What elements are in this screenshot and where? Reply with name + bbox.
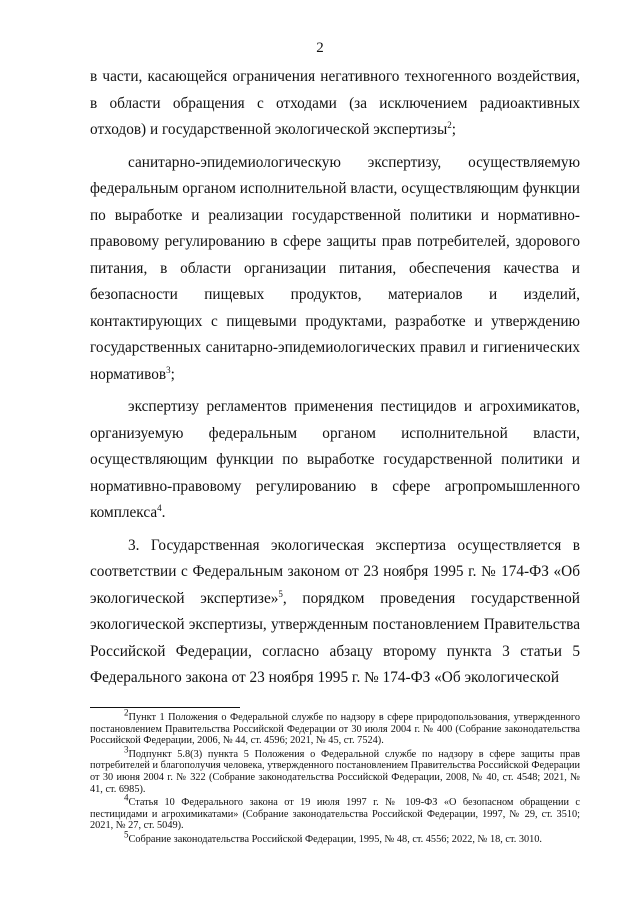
footnote-5: $^5$Собрание законодательства Российской Федерации, 1995, № 48, ст. 4556; 2022, № 18, ст. 3010. bbox=[124, 829, 543, 845]
paragraph-2: санитарно-эпидемиологическую экспертизу, осуществляемую федеральным органом исполнительной власти, осуществляющим функции по выработке и реализации государственной политики и нормативно-правовому регулированию в сфере защиты прав потребителей, здорового питания, в области организации питания, обеспечения качества и безопасности пищевых продуктов, материалов и изделий, контактирующих с пищевыми продуктами, разработке и утверждению государственных санитарно-эпидемиологических правил и гигиенических нормативов$^3$; bbox=[90, 153, 580, 383]
footnote-mark: 2 bbox=[124, 707, 129, 718]
footnote-mark: 5 bbox=[124, 829, 129, 840]
footnote-ref-2[interactable]: 2 bbox=[447, 119, 452, 130]
footnote-4: $^4$Статья 10 Федерального закона от 19 июля 1997 г. № 109-ФЗ «О безопасном обращении с пестицидами и агрохимикатами» (Собрание законодательства Российской Федерации, 1997, № 29, ст. 3510; 2021, № 27, ст. 5049). bbox=[90, 792, 580, 832]
paragraph-4: 3. Государственная экологическая экспертиза осуществляется в соответствии с Федеральным законом от 23 ноября 1995 г. № 174-ФЗ «Об экологической экспертизе»$^5$, порядком проведения государственной экологической экспертизы, утвержденным постановлением Правительства Российской Федерации, согласно абзацу второму пункта 3 статьи 5 Федерального закона от 23 ноября 1995 г. № 174-ФЗ «Об экологической bbox=[90, 536, 580, 686]
paragraph-1: в части, касающейся ограничения негативного техногенного воздействия, в области обращения с отходами (за исключением радиоактивных отходов) и государственной экологической экспертизы$^2$; bbox=[90, 68, 580, 138]
footnote-ref-3[interactable]: 3 bbox=[166, 364, 171, 375]
page-number: 2 bbox=[316, 40, 324, 56]
body-text bbox=[90, 64, 580, 698]
footnote-ref-5[interactable]: 5 bbox=[278, 588, 283, 599]
footnote-mark: 3 bbox=[124, 744, 129, 755]
footnotes bbox=[90, 707, 580, 848]
paragraph-3: экспертизу регламентов применения пестицидов и агрохимикатов, организуемую федеральным органом исполнительной власти, осуществляющим функции по выработке государственной политики и нормативно-правовому регулированию в сфере агропромышленного комплекса$^4$. bbox=[90, 398, 580, 521]
footnote-ref-4[interactable]: 4 bbox=[157, 502, 162, 513]
footnote-separator bbox=[90, 707, 240, 708]
footnote-3: $^3$Подпункт 5.8(3) пункта 5 Положения о Федеральной службе по надзору в сфере защиты прав потребителей и благополучия человека, утвержденного постановлением Правительства Российской Федерации от 30 июня 2004 г. № 322 (Собрание законодательства Российской Федерации, 2008, № 40, ст. 4548; 2021, № 41, ст. 6985). bbox=[90, 744, 580, 795]
footnote-2: $^2$Пункт 1 Положения о Федеральной службе по надзору в сфере природопользования, утвержденного постановлением Правительства Российской Федерации от 30 июля 2004 г. № 400 (Собрание законодательства Российской Федерации, 2006, № 44, ст. 4596; 2021, № 45, ст. 7524). bbox=[90, 707, 580, 747]
footnote-mark: 4 bbox=[124, 792, 129, 803]
